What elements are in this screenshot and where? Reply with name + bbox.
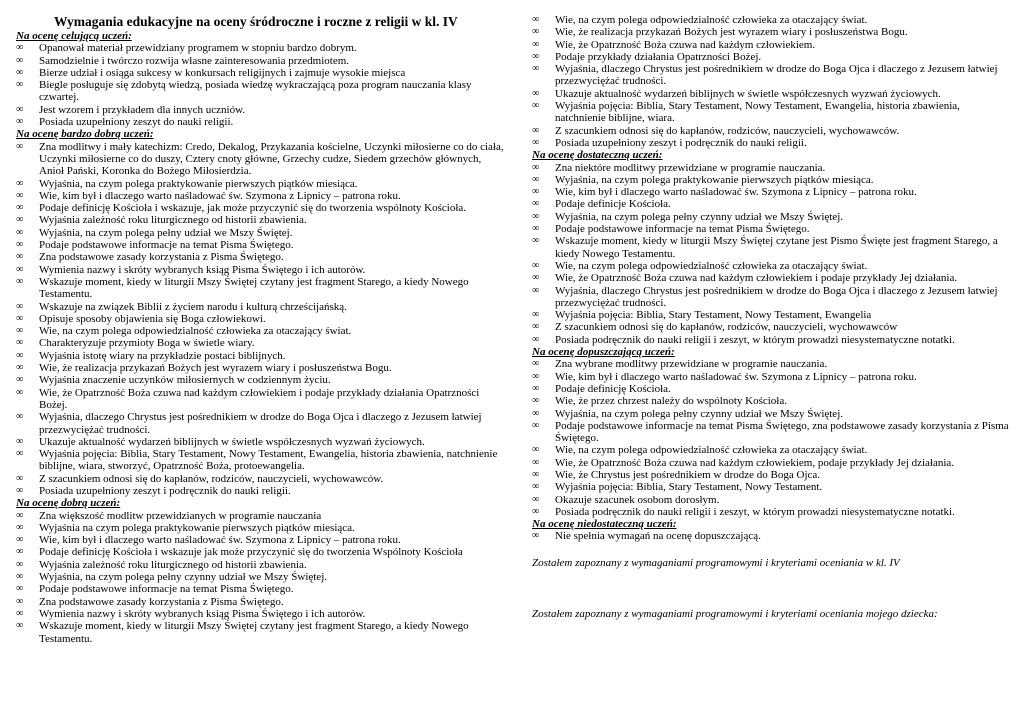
requirement-item: ∞ Zna podstawowe zasady korzystania z Pisma Świętego. bbox=[16, 251, 506, 263]
requirement-item: ∞ Wyjaśnia, dlaczego Chrystus jest pośrednikiem w drodze do Boga Ojca i dlaczego z Jezusem łatwiej przezwyciężać trudności. bbox=[16, 411, 506, 436]
requirement-item: ∞ Podaje definicję Kościoła i wskazuje jak może przyczynić się do tworzenia Wspólnoty Kościoła bbox=[16, 546, 506, 558]
requirement-item: ∞ Charakteryzuje przymioty Boga w świetle wiary. bbox=[16, 337, 506, 349]
requirement-item: ∞ Wyjaśnia pojęcia: Biblia, Stary Testament, Nowy Testament. bbox=[532, 481, 1012, 493]
requirement-item: ∞ Podaje podstawowe informacje na temat Pisma Świętego. bbox=[532, 223, 1012, 235]
requirement-item: ∞ Wie, na czym polega odpowiedzialność człowieka za otaczający świat. bbox=[16, 325, 506, 337]
requirement-item: ∞ Wie, że Chrystus jest pośrednikiem w drodze do Boga Ojca. bbox=[532, 469, 1012, 481]
requirement-item: ∞ Wskazuje na związek Biblii z życiem narodu i kulturą chrześcijańską. bbox=[16, 301, 506, 313]
requirement-list bbox=[16, 141, 506, 498]
right-column bbox=[532, 14, 1012, 621]
requirement-item: ∞ Wie, że przez chrzest należy do wspólnoty Kościoła. bbox=[532, 395, 1012, 407]
requirement-item: ∞ Wyjaśnia na czym polega praktykowanie pierwszych piątków miesiąca. bbox=[16, 522, 506, 534]
requirement-item: ∞ Z szacunkiem odnosi się do kapłanów, rodziców, nauczycieli, wychowawców bbox=[532, 321, 1012, 333]
requirement-item: ∞ Posiada uzupełniony zeszyt do nauki religii. bbox=[16, 116, 506, 128]
requirement-item: ∞ Podaje podstawowe informacje na temat Pisma Świętego, zna podstawowe zasady korzystania z Pisma Świętego. bbox=[532, 420, 1012, 445]
requirement-item: ∞ Ukazuje aktualność wydarzeń biblijnych w świetle współczesnych wyzwań życiowych. bbox=[532, 88, 1012, 100]
requirement-item: ∞ Wie, że Opatrzność Boża czuwa nad każdym człowiekiem, podaje przykłady Jej działania. bbox=[532, 457, 1012, 469]
requirement-item: ∞ Wie, kim był i dlaczego warto naśladować św. Szymona z Lipnicy – patrona roku. bbox=[16, 190, 506, 202]
requirement-list bbox=[532, 162, 1012, 346]
grade-heading: Na ocenę dopuszczającą uczeń: bbox=[532, 346, 675, 359]
requirement-list bbox=[16, 510, 506, 645]
requirement-item: ∞ Wie, że realizacja przykazań Bożych jest wyrazem wiary i posłuszeństwa Bogu. bbox=[16, 362, 506, 374]
left-column bbox=[16, 14, 506, 645]
requirement-item: ∞ Podaje definicję Kościoła i wskazuje, jak może przyczynić się do tworzenia wspólnoty Kościoła. bbox=[16, 202, 506, 214]
requirement-item: ∞ Wskazuje moment, kiedy w liturgii Mszy Świętej czytane jest Pismo Święte jest fragment Starego, a kiedy Nowego Testamentu. bbox=[532, 235, 1012, 260]
requirement-item: ∞ Wymienia nazwy i skróty wybranych ksiąg Pisma Świętego i ich autorów. bbox=[16, 264, 506, 276]
requirement-item: ∞ Samodzielnie i twórczo rozwija własne zainteresowania przedmiotem. bbox=[16, 55, 506, 67]
requirement-item: ∞ Biegle posługuje się zdobytą wiedzą, posiada wiedzę wykraczającą poza program nauczania klasy czwartej. bbox=[16, 79, 506, 104]
requirement-item: ∞ Ukazuje aktualność wydarzeń biblijnych w świetle współczesnych wyzwań życiowych. bbox=[16, 436, 506, 448]
acknowledgement-parent: Zostałem zapoznany z wymaganiami programowymi i kryteriami oceniania mojego dziecka: bbox=[532, 607, 938, 620]
requirement-item: ∞ Podaje definicję Kościoła. bbox=[532, 383, 1012, 395]
requirement-item: ∞ Wyjaśnia, na czym polega pełny czynny udział we Mszy Świętej. bbox=[532, 211, 1012, 223]
requirement-item: ∞ Wie, kim był i dlaczego warto naśladować św. Szymona z Lipnicy – patrona roku. bbox=[16, 534, 506, 546]
requirement-item: ∞ Wyjaśnia, dlaczego Chrystus jest pośrednikiem w drodze do Boga Ojca i dlaczego z Jezusem łatwiej przezwyciężać trudności. bbox=[532, 63, 1012, 88]
requirement-item: ∞ Wyjaśnia, dlaczego Chrystus jest pośrednikiem w drodze do Boga Ojca i dlaczego z Jezusem łatwiej przezwyciężać trudności. bbox=[532, 285, 1012, 310]
grade-heading: Na ocenę niedostateczną uczeń: bbox=[532, 518, 677, 531]
requirement-item: ∞ Wie, że Opatrzność Boża czuwa nad każdym człowiekiem. bbox=[532, 39, 1012, 51]
requirement-item: ∞ Wyjaśnia pojęcia: Biblia, Stary Testament, Nowy Testament, Ewangelia, historia zbawienia, natchnienie biblijne, wiara, stworzyć, Opatrzność Boża, protoewangelia. bbox=[16, 448, 506, 473]
requirement-item: ∞ Wyjaśnia znaczenie uczynków miłosiernych w codziennym życiu. bbox=[16, 374, 506, 386]
requirement-item: ∞ Podaje przykłady działania Opatrzności Bożej. bbox=[532, 51, 1012, 63]
requirement-item: ∞ Okazuje szacunek osobom dorosłym. bbox=[532, 494, 1012, 506]
requirement-item: ∞ Wie, na czym polega odpowiedzialność człowieka za otaczający świat. bbox=[532, 444, 1012, 456]
acknowledgement-student: Zostałem zapoznany z wymaganiami programowymi i kryteriami oceniania w kl. IV bbox=[532, 556, 900, 569]
requirement-item: ∞ Wie, kim był i dlaczego warto naśladować św. Szymona z Lipnicy – patrona roku. bbox=[532, 371, 1012, 383]
page-title: Wymagania edukacyjne na oceny śródroczne i roczne z religii w kl. IV bbox=[54, 14, 458, 29]
requirement-list bbox=[532, 358, 1012, 518]
requirement-item: ∞ Posiada uzupełniony zeszyt i podręcznik do nauki religii. bbox=[16, 485, 506, 497]
requirement-item: ∞ Posiada podręcznik do nauki religii i zeszyt, w którym prowadzi niesystematyczne notatki. bbox=[532, 334, 1012, 346]
requirement-item: ∞ Zna większość modlitw przewidzianych w programie nauczania bbox=[16, 510, 506, 522]
requirement-item: ∞ Posiada podręcznik do nauki religii i zeszyt, w którym prowadzi niesystematyczne notatki. bbox=[532, 506, 1012, 518]
requirement-item: ∞ Wskazuje moment, kiedy w liturgii Mszy Świętej czytany jest fragment Starego, a kiedy Nowego Testamentu. bbox=[16, 620, 506, 645]
requirement-list bbox=[16, 42, 506, 128]
requirement-item: ∞ Opanował materiał przewidziany programem w stopniu bardzo dobrym. bbox=[16, 42, 506, 54]
requirement-item: ∞ Posiada uzupełniony zeszyt i podręcznik do nauki religii. bbox=[532, 137, 1012, 149]
requirement-item: ∞ Zna niektóre modlitwy przewidziane w programie nauczania. bbox=[532, 162, 1012, 174]
requirement-item: ∞ Wymienia nazwy i skróty wybranych ksiąg Pisma Świętego i ich autorów. bbox=[16, 608, 506, 620]
requirement-item: ∞ Z szacunkiem odnosi się do kapłanów, rodziców, nauczycieli, wychowawców. bbox=[16, 473, 506, 485]
requirement-item: ∞ Opisuje sposoby objawienia się Boga człowiekowi. bbox=[16, 313, 506, 325]
requirement-item: ∞ Wyjaśnia, na czym polega praktykowanie pierwszych piątków miesiąca. bbox=[16, 178, 506, 190]
requirement-item: ∞ Wie, że Opatrzność Boża czuwa nad każdym człowiekiem i podaje przykłady działania Opatrzności Bożej. bbox=[16, 387, 506, 412]
grade-heading: Na ocenę dostateczną uczeń: bbox=[532, 149, 663, 162]
requirement-item: ∞ Jest wzorem i przykładem dla innych uczniów. bbox=[16, 104, 506, 116]
requirement-item: ∞ Zna podstawowe zasady korzystania z Pisma Świętego. bbox=[16, 596, 506, 608]
requirement-item: ∞ Wyjaśnia, na czym polega praktykowanie pierwszych piątków miesiąca. bbox=[532, 174, 1012, 186]
requirement-item: ∞ Z szacunkiem odnosi się do kapłanów, rodziców, nauczycieli, wychowawców. bbox=[532, 125, 1012, 137]
requirement-item: ∞ Wyjaśnia zależność roku liturgicznego od historii zbawienia. bbox=[16, 559, 506, 571]
requirement-item: ∞ Wyjaśnia pojęcia: Biblia, Stary Testament, Nowy Testament, Ewangelia bbox=[532, 309, 1012, 321]
requirement-item: ∞ Wyjaśnia zależność roku liturgicznego od historii zbawienia. bbox=[16, 214, 506, 226]
requirement-item: ∞ Bierze udział i osiąga sukcesy w konkursach religijnych i zajmuje wysokie miejsca bbox=[16, 67, 506, 79]
requirement-item: ∞ Wie, że Opatrzność Boża czuwa nad każdym człowiekiem i podaje przykłady Jej działania. bbox=[532, 272, 1012, 284]
requirement-item: ∞ Zna wybrane modlitwy przewidziane w programie nauczania. bbox=[532, 358, 1012, 370]
requirement-list bbox=[532, 530, 1012, 542]
requirement-item: ∞ Podaje podstawowe informacje na temat Pisma Świętego. bbox=[16, 239, 506, 251]
requirement-item: ∞ Podaje podstawowe informacje na temat Pisma Świętego. bbox=[16, 583, 506, 595]
requirement-item: ∞ Wyjaśnia istotę wiary na przykładzie postaci biblijnych. bbox=[16, 350, 506, 362]
requirement-item: ∞ Wskazuje moment, kiedy w liturgii Mszy Świętej czytany jest fragment Starego, a kiedy Nowego Testamentu. bbox=[16, 276, 506, 301]
right-sections bbox=[532, 149, 1012, 543]
requirement-item: ∞ Wie, na czym polega odpowiedzialność człowieka za otaczający świat. bbox=[532, 260, 1012, 272]
requirement-item: ∞ Wyjaśnia, na czym polega pełny udział we Mszy Świętej. bbox=[16, 227, 506, 239]
requirement-item: ∞ Zna modlitwy i mały katechizm: Credo, Dekalog, Przykazania kościelne, Uczynki miłosierne co do ciała, Uczynki miłosierne co do duszy, Cztery cnoty główne, Grzechy cudze, Siedem grzechów głównych, Anioł Pański, Koronka do Bożego Miłosierdzia. bbox=[16, 141, 506, 178]
grade-heading: Na ocenę bardzo dobrą uczeń: bbox=[16, 128, 154, 141]
requirement-item: ∞ Wyjaśnia, na czym polega pełny czynny udział we Mszy Świętej. bbox=[532, 408, 1012, 420]
requirement-item: ∞ Wie, kim był i dlaczego warto naśladować św. Szymona z Lipnicy – patrona roku. bbox=[532, 186, 1012, 198]
requirement-item: ∞ Wie, na czym polega odpowiedzialność człowieka za otaczający świat. bbox=[532, 14, 1012, 26]
requirement-item: ∞ Wie, że realizacja przykazań Bożych jest wyrazem wiary i posłuszeństwa Bogu. bbox=[532, 26, 1012, 38]
requirement-item: ∞ Wyjaśnia, na czym polega pełny czynny udział we Mszy Świętej. bbox=[16, 571, 506, 583]
requirement-item: ∞ Nie spełnia wymagań na ocenę dopuszczającą. bbox=[532, 530, 1012, 542]
left-sections bbox=[16, 30, 506, 645]
grade-heading: Na ocenę dobrą uczeń: bbox=[16, 497, 121, 510]
grade-heading: Na ocenę celującą uczeń: bbox=[16, 30, 132, 42]
requirement-item: ∞ Wyjaśnia pojęcia: Biblia, Stary Testament, Nowy Testament, Ewangelia, historia zbawienia, natchnienie biblijne, wiara. bbox=[532, 100, 1012, 125]
requirement-item: ∞ Podaje definicje Kościoła. bbox=[532, 198, 1012, 210]
continued-list bbox=[532, 14, 1012, 149]
